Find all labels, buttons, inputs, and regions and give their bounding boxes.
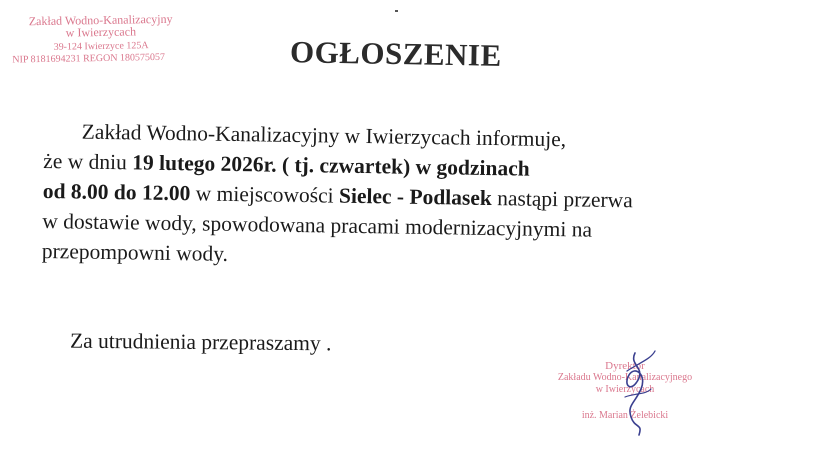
body-text: nastąpi przerwa	[491, 186, 633, 213]
page-title: OGŁOSZENIE	[289, 34, 503, 73]
hours-emphasis: od 8.00 do 12.00	[42, 178, 191, 206]
stamp-tax-ids: NIP 8181694231 REGON 180575057	[12, 51, 166, 66]
handwritten-signature	[605, 345, 665, 440]
director-company: Zakładu Wodno-Kanalizacyjnego	[557, 372, 693, 383]
body-line: Zakład Wodno-Kanalizacyjny w Iwierzycach informuje,	[81, 119, 567, 152]
director-location: w Iwierzycach	[595, 384, 655, 395]
director-title: Dyrektor	[605, 360, 645, 372]
body-line: w dostawie wody, spowodowana pracami modernizacyjnymi na	[42, 208, 593, 242]
scan-mark	[395, 10, 398, 12]
stamp-location: w Iwierzycach	[65, 24, 137, 40]
body-line: przepompowni wody.	[41, 238, 229, 266]
stamp-company-name: Zakład Wodno-Kanalizacyjny	[28, 11, 173, 29]
apology-text: Za utrudnienia przepraszamy .	[69, 328, 332, 356]
company-stamp	[12, 11, 187, 67]
director-name: inż. Marian Żelebicki	[581, 410, 669, 421]
body-text: że w dniu	[43, 148, 133, 175]
stamp-address: 39-124 Iwierzyce 125A	[53, 40, 149, 53]
body-text: w miejscowości	[190, 181, 340, 208]
location-emphasis: Sielec - Podlasek	[338, 183, 493, 211]
date-time-emphasis: 19 lutego 2026r. ( tj. czwartek) w godzinach	[132, 150, 530, 181]
announcement-body	[42, 116, 784, 278]
